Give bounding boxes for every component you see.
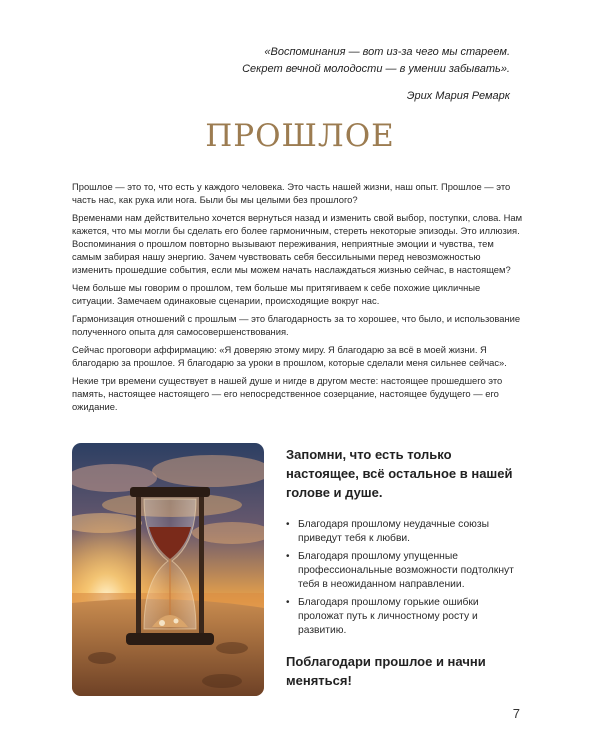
page-title: ПРОШЛОЕ xyxy=(205,118,395,154)
bullet-list xyxy=(286,518,520,638)
paragraph: Некие три времени существует в нашей душе и нигде в другом месте: настоящее прошедшего это память, настоящее настоящего — его непосредственное созерцание, настоящее будущего — его ожидание. xyxy=(72,375,503,412)
side-heading: Запомни, что есть только настоящее, всё остальное в нашей голове и душе. xyxy=(286,447,513,500)
list-item-text: Благодаря прошлому горькие ошибки проложат путь к личностному росту и развитию. xyxy=(298,597,479,636)
list-item xyxy=(286,518,520,546)
list-item xyxy=(286,550,520,592)
list-item-text: Благодаря прошлому неудачные союзы приведут тебя к любви. xyxy=(298,519,490,544)
bullet-icon: • xyxy=(286,597,290,608)
epigraph-line-2: Секрет вечной молодости — в умении забывать». xyxy=(242,63,510,75)
paragraph: Гармонизация отношений с прошлым — это благодарность за то хорошее, что было, и использование полученного опыта для самосовершенствования. xyxy=(72,313,521,337)
epigraph xyxy=(70,44,510,105)
bullet-icon: • xyxy=(286,519,290,530)
epigraph-author: Эрих Мария Ремарк xyxy=(406,90,510,102)
body-text xyxy=(72,180,522,418)
hourglass-sunset-photo xyxy=(72,443,264,696)
epigraph-line-1: «Воспоминания — вот из-за чего мы стареем. xyxy=(264,46,510,58)
paragraph: Прошлое — это то, что есть у каждого человека. Это часть нашей жизни, наш опыт. Прошлое — это часть нас, как рука или нога. Были бы мы целыми без прошлого? xyxy=(72,181,511,205)
bullet-icon: • xyxy=(286,551,290,562)
page-number: 7 xyxy=(512,706,520,721)
list-item xyxy=(286,596,520,638)
paragraph: Сейчас проговори аффирмацию: «Я доверяю этому миру. Я благодарю за всё в моей жизни. Я благодарю за прошлое. Я благодарю за уроки в прошлом, которые сделали меня сильнее сейчас». xyxy=(72,344,507,368)
paragraph: Чем больше мы говорим о прошлом, тем больше мы притягиваем к себе похожие цикличные ситуации. Замечаем одинаковые сценарии, происходящие вокруг нас. xyxy=(72,282,481,306)
side-panel xyxy=(286,445,520,690)
paragraph: Временами нам действительно хочется вернуться назад и изменить свой выбор, поступки, слова. Нам кажется, что мы могли бы сделать его более гармоничным, стереть некоторые эпизоды. Это иллюзия. Воспоминания о прошлом повторно вызывают переживания, неприятные эмоции и чувства, тем самым забирая нашу энергию. Зачем чувствовать себя бессильными перед невозможностью изменить прошедшие события, если мы можем начать наслаждаться жизнью сейчас, в настоящем? xyxy=(72,212,523,275)
list-item-text: Благодаря прошлому упущенные профессиональные возможности подтолкнут тебя в неожиданном направлении. xyxy=(298,551,514,590)
side-footer: Поблагодари прошлое и начни меняться! xyxy=(286,654,486,688)
